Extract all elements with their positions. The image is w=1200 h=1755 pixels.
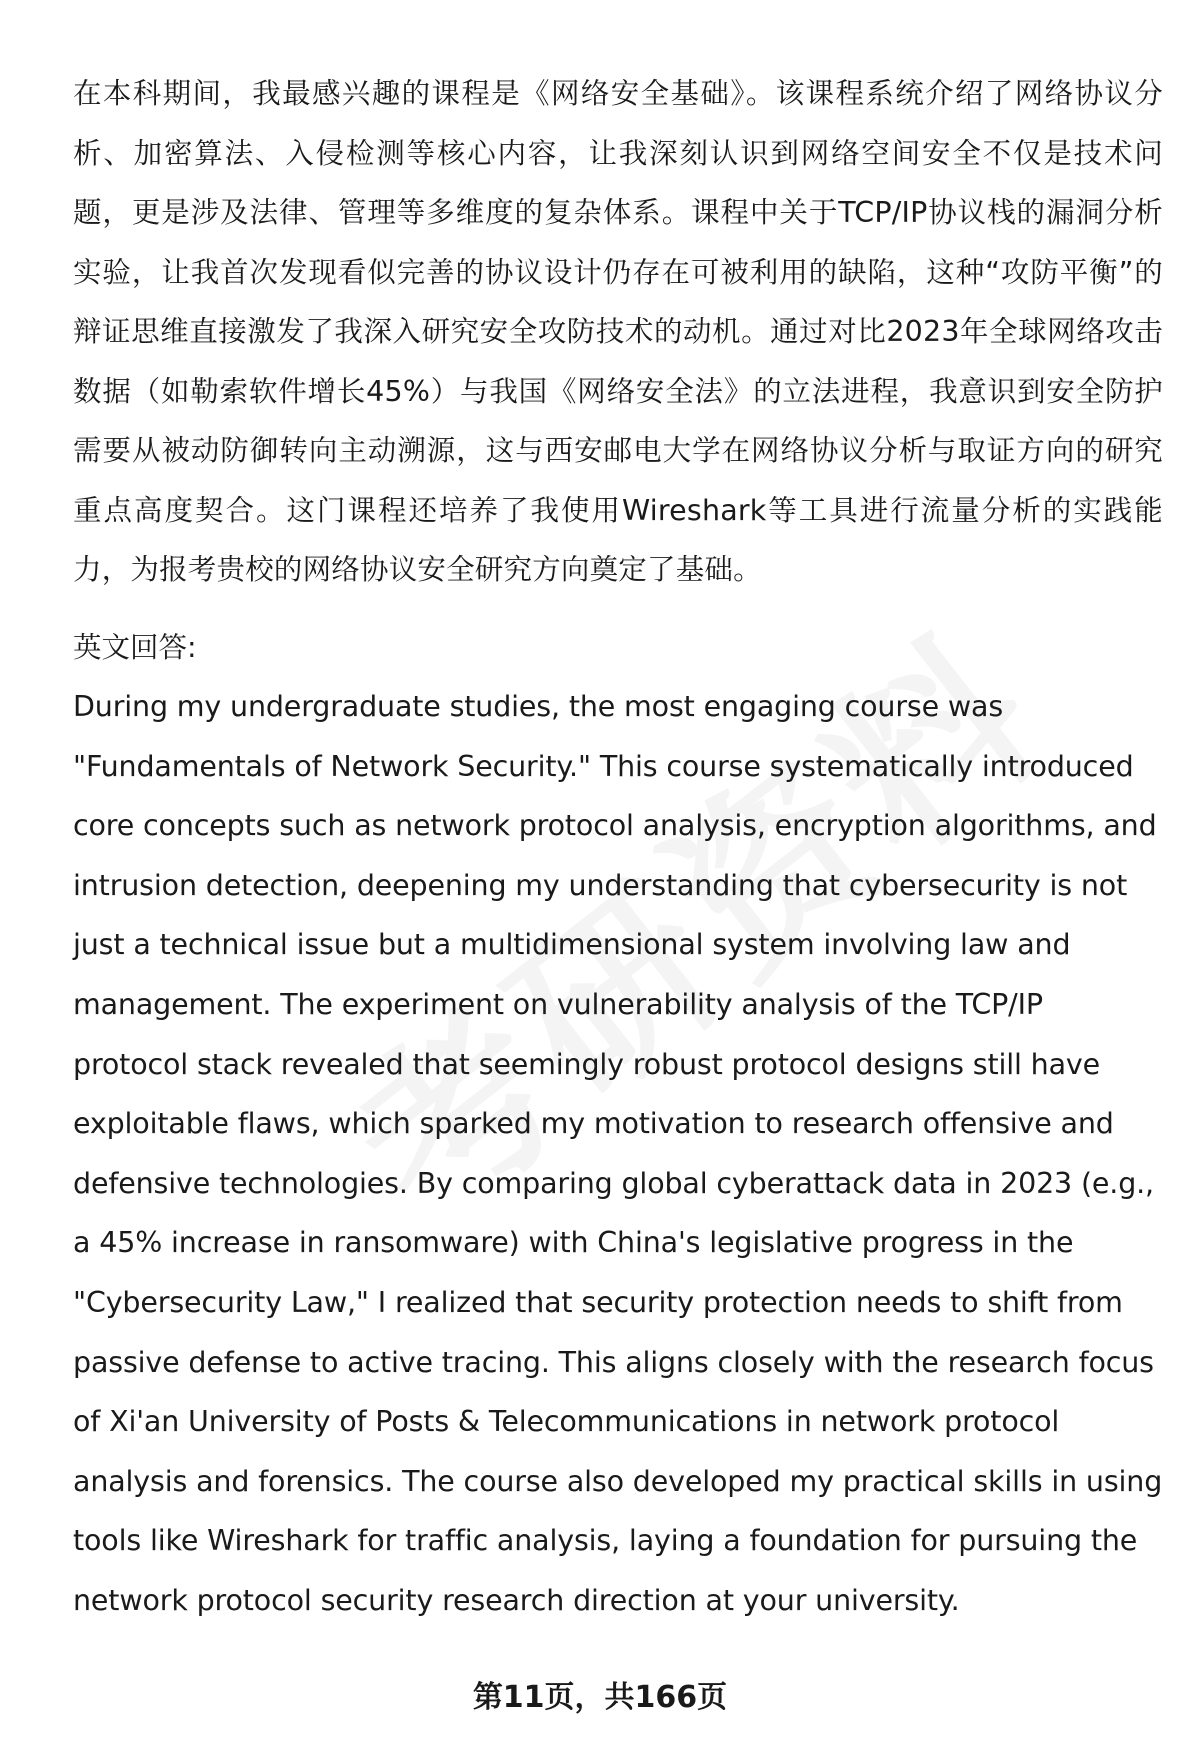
page-number-footer: 第11页，共166页 bbox=[472, 1680, 728, 1715]
document-body bbox=[73, 64, 1163, 1631]
english-answer-paragraph: During my undergraduate studies, the most engaging course was "Fundamentals of Network Security." This course systematically introduced core concepts such as network protocol analysis, encryption algorithms, and intrusion detection, deepening my understanding that cybersecurity is not just a technical issue but a multidimensional system involving law and management. The experiment on vulnerability analysis of the TCP/IP protocol stack revealed that seemingly robust protocol designs still have exploitable flaws, which sparked my motivation to research offensive and defensive technologies. By comparing global cyberattack data in 2023 (e.g., a 45% increase in ransomware) with China's legislative progress in the "Cybersecurity Law," I realized that security protection needs to shift from passive defense to active tracing. This aligns closely with the research focus of Xi'an University of Posts & Telecommunications in network protocol analysis and forensics. The course also developed my practical skills in using tools like Wireshark for traffic analysis, laying a foundation for pursuing the network protocol security research direction at your university. bbox=[73, 690, 1163, 1617]
english-answer-label: 英文回答: bbox=[73, 630, 197, 664]
paragraph-spacer bbox=[73, 600, 1163, 618]
chinese-answer-paragraph: 在本科期间，我最感兴趣的课程是《网络安全基础》。该课程系统介绍了网络协议分析、加密算法、入侵检测等核心内容，让我深刻认识到网络空间安全不仅是技术问题，更是涉及法律、管理等多维度的复杂体系。课程中关于TCP/IP协议栈的漏洞分析实验，让我首次发现看似完善的协议设计仍存在可被利用的缺陷，这种“攻防平衡”的辩证思维直接激发了我深入研究安全攻防技术的动机。通过对比2023年全球网络攻击数据（如勒索软件增长45%）与我国《网络安全法》的立法进程，我意识到安全防护需要从被动防御转向主动溯源，这与西安邮电大学在网络协议分析与取证方向的研究重点高度契合。这门课程还培养了我使用Wireshark等工具进行流量分析的实践能力，为报考贵校的网络协议安全研究方向奠定了基础。 bbox=[73, 77, 1163, 586]
